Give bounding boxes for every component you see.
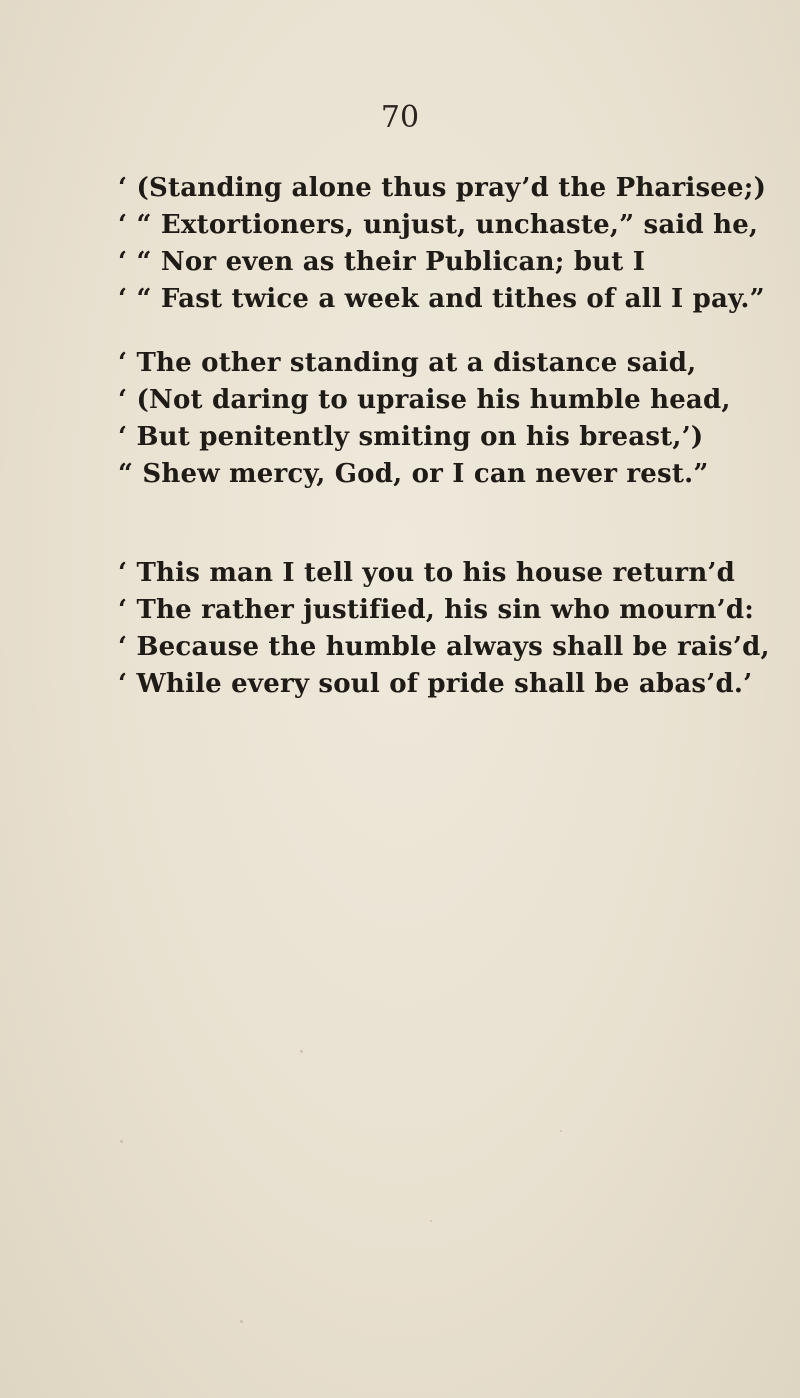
verse-line: ‘ “ Fast twice a week and tithes of all I pay.” bbox=[118, 284, 765, 314]
verse-line: ‘ But penitently smiting on his breast,’) bbox=[118, 422, 704, 452]
verse-line: ‘ The rather justified, his sin who mourn’d: bbox=[118, 595, 755, 625]
verse-line: “ Shew mercy, God, or I can never rest.” bbox=[118, 459, 709, 489]
stanza-1 bbox=[118, 170, 798, 318]
verse-line: ‘ (Not daring to upraise his humble head, bbox=[118, 385, 731, 415]
page-number: 70 bbox=[380, 100, 420, 135]
paper-speck bbox=[240, 1320, 243, 1323]
paper-speck bbox=[120, 1140, 123, 1143]
verse-line: ‘ The other standing at a distance said, bbox=[118, 348, 697, 378]
paper-speck bbox=[560, 1130, 562, 1132]
verse-line: ‘ Because the humble always shall be rais’d, bbox=[118, 632, 770, 662]
verse-line: ‘ This man I tell you to his house return’d bbox=[118, 558, 736, 588]
verse-line: ‘ (Standing alone thus pray’d the Pharisee;) bbox=[118, 173, 767, 203]
stanza-2 bbox=[118, 345, 798, 493]
verse-line: ‘ “ Extortioners, unjust, unchaste,” said he, bbox=[118, 210, 759, 240]
stanza-3 bbox=[118, 555, 798, 703]
paper-speck bbox=[300, 1050, 303, 1053]
paper-speck bbox=[430, 1220, 432, 1222]
verse-line: ‘ “ Nor even as their Publican; but I bbox=[118, 247, 646, 277]
verse-line: ‘ While every soul of pride shall be abas’d.’ bbox=[118, 669, 753, 699]
